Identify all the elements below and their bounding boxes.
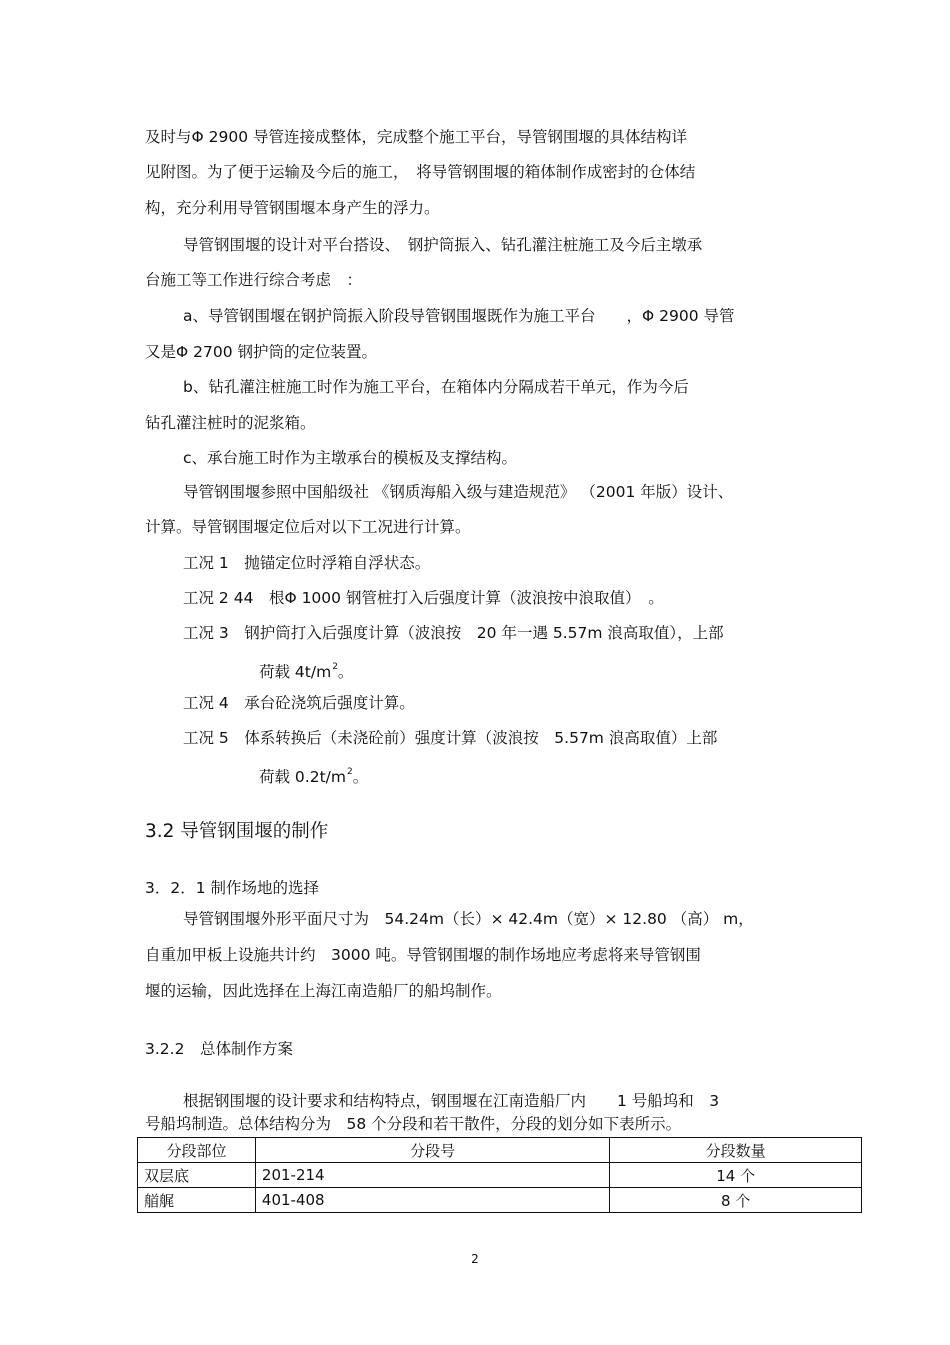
case-line: 荷载 $0.2t/m^2$。 xyxy=(259,767,369,786)
table-row xyxy=(138,1163,862,1188)
table-cell: 14 个 xyxy=(610,1163,862,1188)
paragraph-line: 台施工等工作进行综合考虑 ： xyxy=(145,271,363,289)
paragraph-line: a、导管钢围堰在钢护筒振入阶段导管钢围堰既作为施工平台 ，Φ 2900 导管 xyxy=(183,307,735,325)
paragraph-line: b、钻孔灌注桩施工时作为施工平台，在箱体内分隔成若干单元，作为今后 xyxy=(183,378,689,396)
table-header-cell: 分段部位 xyxy=(138,1138,256,1163)
paragraph-line: 根据钢围堰的设计要求和结构特点，钢围堰在江南造船厂内 1 号船坞和 3 xyxy=(183,1092,720,1110)
table-cell: 8 个 xyxy=(610,1188,862,1213)
table-cell: 双层底 xyxy=(138,1163,256,1188)
case-line: 工况 1 抛锚定位时浮箱自浮状态。 xyxy=(183,554,431,572)
table-row xyxy=(138,1188,862,1213)
paragraph-line: 构，充分利用导管钢围堰本身产生的浮力。 xyxy=(145,199,440,217)
table-header-cell: 分段号 xyxy=(255,1138,609,1163)
section-heading: 3.2 导管钢围堰的制作 xyxy=(145,821,329,842)
case-line: 荷载 $4t/m^2$。 xyxy=(259,662,354,681)
subsection-heading: 3．2．1 制作场地的选择 xyxy=(145,879,320,897)
paragraph-line: 见附图。为了便于运输及今后的施工， 将导管钢围堰的箱体制作成密封的仓体结 xyxy=(145,163,696,181)
table-cell: 401-408 xyxy=(255,1188,609,1213)
paragraph-line: 导管钢围堰的设计对平台搭设、 钢护筒振入、钻孔灌注桩施工及今后主墩承 xyxy=(183,236,703,254)
paragraph-line: 导管钢围堰外形平面尺寸为 54.24m（长）× 42.4m（宽）× 12.80 （高） m， xyxy=(183,910,754,928)
table-header-row xyxy=(138,1138,862,1163)
table-cell: 201-214 xyxy=(255,1163,609,1188)
paragraph-line: 自重加甲板上设施共计约 3000 吨。导管钢围堰的制作场地应考虑将来导管钢围 xyxy=(145,946,701,964)
subsection-heading: 3.2.2 总体制作方案 xyxy=(145,1040,293,1058)
table-cell: 艏艉 xyxy=(138,1188,256,1213)
paragraph-line: 堰的运输，因此选择在上海江南造船厂的船坞制作。 xyxy=(145,982,502,1000)
case-line: 工况 5 体系转换后（未浇砼前）强度计算（波浪按 5.57m 浪高取值）上部 xyxy=(183,729,718,747)
page-number: 2 xyxy=(471,1252,479,1266)
table-header-cell: 分段数量 xyxy=(610,1138,862,1163)
paragraph-line: 又是Φ 2700 钢护筒的定位装置。 xyxy=(145,343,378,361)
paragraph-line: 计算。导管钢围堰定位后对以下工况进行计算。 xyxy=(145,518,471,536)
paragraph-line: 导管钢围堰参照中国船级社 《钢质海船入级与建造规范》 （2001 年版）设计、 xyxy=(183,483,734,501)
case-line: 工况 3 钢护筒打入后强度计算（波浪按 20 年一遇 5.57m 浪高取值），上部 xyxy=(183,624,724,642)
case-line: 工况 2 44 根Φ 1000 钢管桩打入后强度计算（波浪按中浪取值） 。 xyxy=(183,589,664,607)
case-line: 工况 4 承台砼浇筑后强度计算。 xyxy=(183,694,415,712)
paragraph-line: 及时与Φ 2900 导管连接成整体，完成整个施工平台，导管钢围堰的具体结构详 xyxy=(145,128,688,146)
paragraph-line: c、承台施工时作为主墩承台的模板及支撑结构。 xyxy=(183,449,518,467)
segment-table xyxy=(137,1137,862,1213)
paragraph-line: 号船坞制造。总体结构分为 58 个分段和若干散件，分段的划分如下表所示。 xyxy=(145,1115,682,1133)
paragraph-line: 钻孔灌注桩时的泥浆箱。 xyxy=(145,414,316,432)
